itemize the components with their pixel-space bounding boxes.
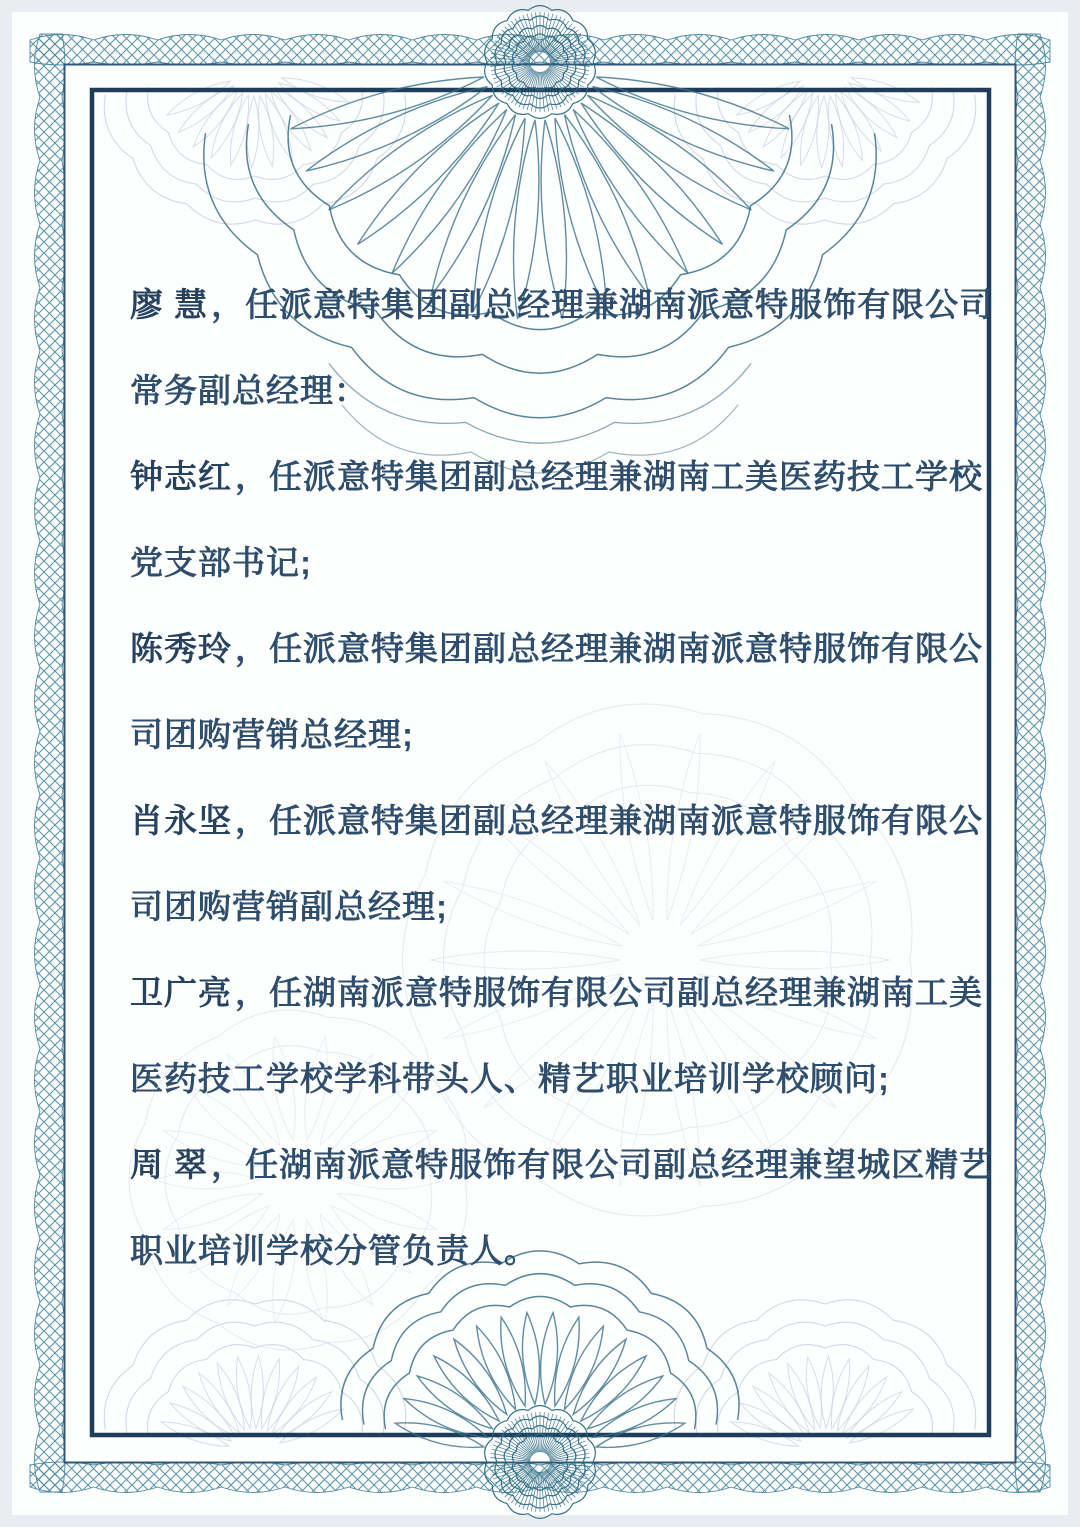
- text-line: [130, 348, 1018, 434]
- text-line: [130, 864, 1018, 950]
- text-line: [130, 434, 1018, 520]
- appointment-line1: ，任派意特集团副总经理兼湖南派意特服饰有限公: [235, 802, 983, 839]
- appointment-line2: 医药技工学校学科带头人、精艺职业培训学校顾问;: [130, 1060, 890, 1097]
- appointment-paragraph-6: [130, 1122, 1018, 1294]
- text-line: [130, 606, 1018, 692]
- appointment-text: [130, 262, 1018, 1294]
- appointment-paragraph-1: [130, 262, 1018, 434]
- person-name: 钟志红: [130, 458, 232, 495]
- appointment-line2: 职业培训学校分管负责人。: [130, 1232, 538, 1269]
- appointment-line1: ，任派意特集团副总经理兼湖南派意特服饰有限公司: [211, 286, 994, 323]
- person-name: 廖 慧: [130, 286, 209, 323]
- person-name: 卫广亮: [130, 974, 232, 1011]
- appointment-line1: ，任湖南派意特服饰有限公司副总经理兼望城区精艺: [211, 1146, 994, 1183]
- person-name: 周 翠: [130, 1146, 209, 1183]
- person-name: 肖永坚: [130, 802, 232, 839]
- text-line: [130, 1036, 1018, 1122]
- text-line: [130, 950, 1018, 1036]
- text-line: [130, 692, 1018, 778]
- text-line: [130, 1122, 1018, 1208]
- appointment-paragraph-5: [130, 950, 1018, 1122]
- appointment-paragraph-2: [130, 434, 1018, 606]
- text-line: [130, 778, 1018, 864]
- text-line: [130, 262, 1018, 348]
- appointment-line2: 司团购营销总经理;: [130, 716, 414, 753]
- appointment-paragraph-4: [130, 778, 1018, 950]
- appointment-line2: 司团购营销副总经理;: [130, 888, 448, 925]
- text-line: [130, 520, 1018, 606]
- appointment-line1: ，任派意特集团副总经理兼湖南工美医药技工学校: [235, 458, 983, 495]
- appointment-line1: ，任派意特集团副总经理兼湖南派意特服饰有限公: [235, 630, 983, 667]
- appointment-paragraph-3: [130, 606, 1018, 778]
- appointment-line2: 常务副总经理：: [130, 372, 368, 409]
- text-line: [130, 1208, 1018, 1294]
- appointment-line1: ，任湖南派意特服饰有限公司副总经理兼湖南工美: [235, 974, 983, 1011]
- person-name: 陈秀玲: [130, 630, 232, 667]
- appointment-line2: 党支部书记;: [130, 544, 312, 581]
